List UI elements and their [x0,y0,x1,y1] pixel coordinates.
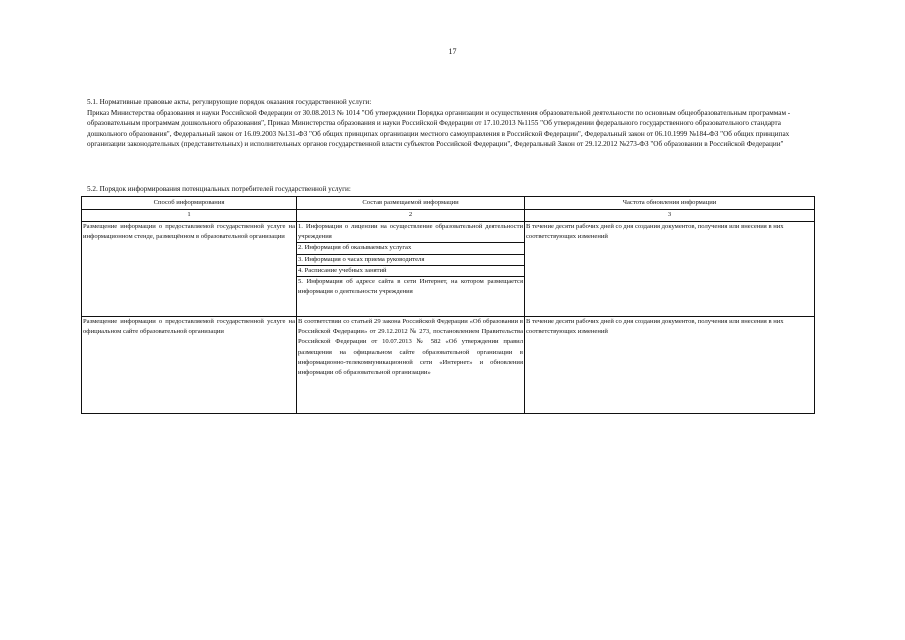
header-method: Способ информирования [82,197,297,210]
row-1-method: Размещение информации о предоставляемой государственной услуге на информационном стенде, размещённом в образовательной организации [82,222,297,317]
row-1-content-item: 4. Расписание учебных занятий [297,266,524,277]
row-1-content-item: 2. Информация об оказываемых услугах [297,243,524,254]
row-1-content-item: 1. Информация о лицензии на осуществление образовательной деятельности учреждения [297,222,524,243]
table-row [82,222,815,317]
column-number-1: 1 [82,210,297,222]
column-number-3: 3 [525,210,815,222]
table-row [82,317,815,414]
row-2-content: В соответствии со статьей 29 закона Российской Федерации «Об образовании в Российской Федерации» от 29.12.2012 № 273, постановлением Правительства Российской Федерации от 10.07.2013 № 582 «Об утверждении правил размещения на официальном сайте образовательной организации в информационно-телекоммуникационной сети «Интернет» и обновления информации об образовательной организации» [297,317,525,414]
information-table [81,196,815,414]
row-1-content [297,222,525,317]
table-number-row [82,210,815,222]
row-2-method: Размещение информации о предоставляемой государственной услуге на официальном сайте образовательной организации [82,317,297,414]
section-5-1-text: Приказ Министерства образования и науки Российской Федерации от 30.08.2013 № 1014 "Об утверждении Порядка организации и осуществления образовательной деятельности по основным общеобразовательным программам - образовательным программам дошкольного образования", Приказ Министерства образования и науки Российской Федерации от 17.10.2013 №1155 "Об утверждении федерального государственного образовательного стандарта дошкольного образования", Федеральный закон от 16.09.2003 №131-ФЗ "Об общих принципах организации местного самоуправления в Российской Федерации", Федеральный закон от 06.10.1999 №184-ФЗ "Об общих принципах организации законодательных (представительных) и исполнительных органов государственной власти субъектов Российской Федерации", Федеральный Закон от 29.12.2012 №273-ФЗ "Об образовании в Российской Федерации" [87,108,791,149]
row-1-content-item: 3. Информация о часах приема руководителя [297,255,524,266]
section-5-1-heading: 5.1. Нормативные правовые акты, регулирующие порядок оказания государственной услуги: [87,98,372,106]
header-content: Состав размещаемой информации [297,197,525,210]
row-2-frequency: В течение десяти рабочих дней со дня создания документов, получения или внесения в них соответствующих изменений [525,317,815,414]
column-number-2: 2 [297,210,525,222]
page-number: 17 [448,47,457,56]
row-1-content-item: 5. Информация об адресе сайта в сети Интернет, на котором размещается информация о деятельности учреждения [298,278,523,296]
section-5-1 [87,97,809,150]
table-header-row [82,197,815,210]
header-frequency: Частота обновления информации [525,197,815,210]
section-5-2-heading: 5.2. Порядок информирования потенциальных потребителей государственной услуги: [87,185,351,193]
row-1-frequency: В течение десяти рабочих дней со дня создания документов, получения или внесения в них соответствующих изменений [525,222,815,317]
